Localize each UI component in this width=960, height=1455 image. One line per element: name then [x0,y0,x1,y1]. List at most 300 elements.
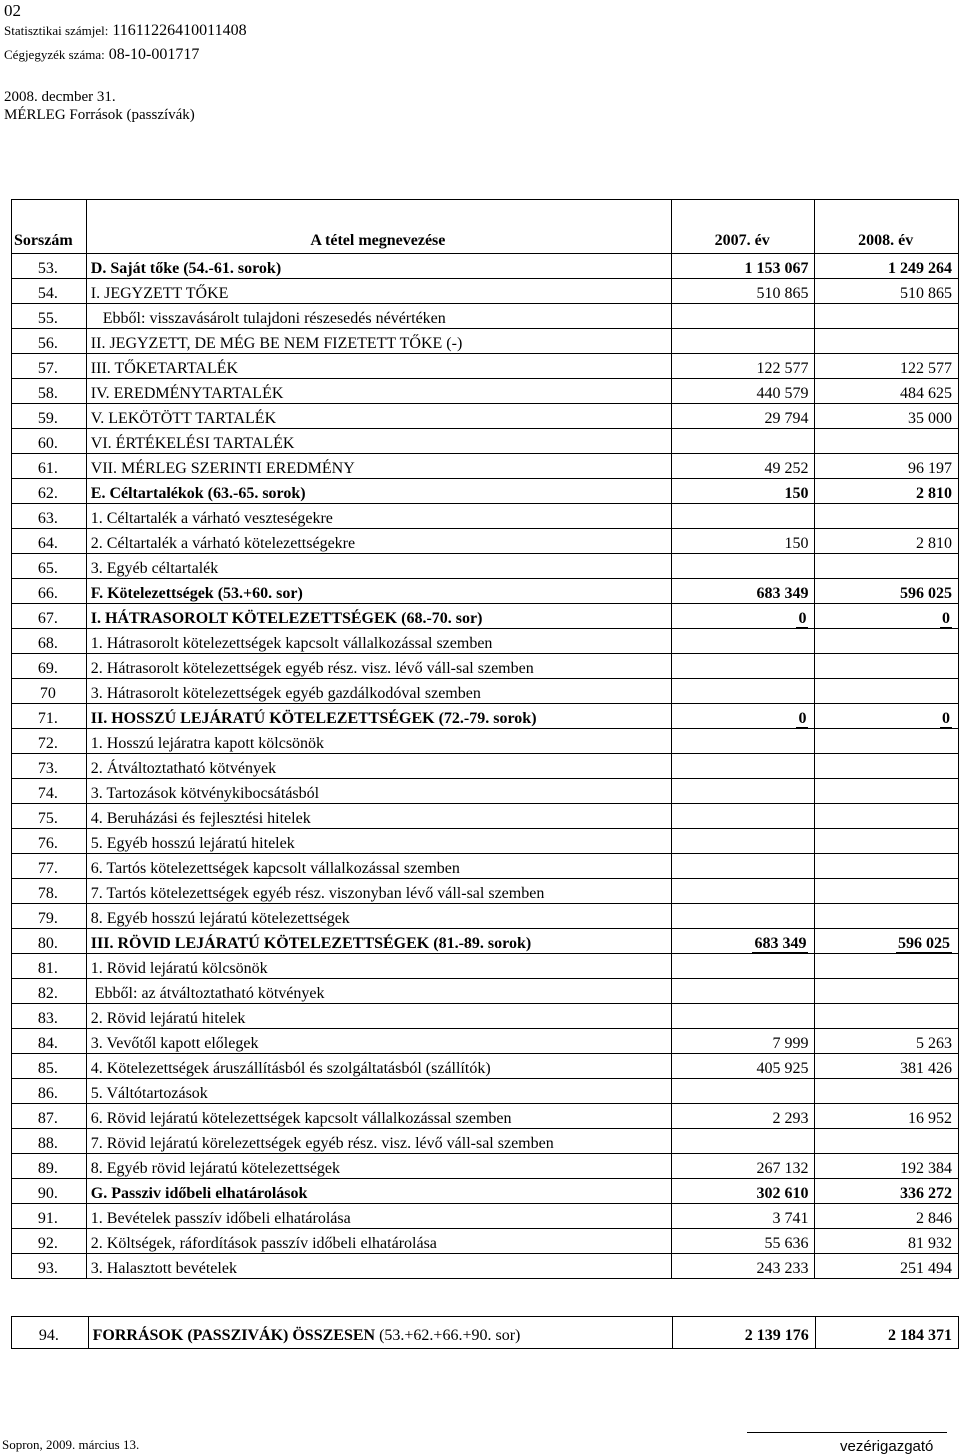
row-item-name-text: Ebből: visszavásárolt tulajdoni részesedés névértéken [90,310,446,327]
row-number [12,854,87,879]
row-number-text: 82. [37,985,58,1002]
row-item-name-text: 2. Céltartalék a várható kötelezettségekre [90,535,356,552]
place-and-date: Sopron, 2009. március 13. [2,1437,140,1452]
row-number-text: 63. [37,510,58,527]
row-value-2008-text: 192 384 [900,1160,952,1177]
row-number [12,454,87,479]
row-item-name-text: Ebből: az átváltoztatható kötvények [90,985,325,1002]
row-number [12,479,87,504]
row-value-2008 [815,1179,959,1204]
row-item-name-text: I. HÁTRASOROLT KÖTELEZETTSÉGEK (68.-70. sor) [90,610,483,627]
row-number [12,1029,87,1054]
row-item-name-text: I. JEGYZETT TŐKE [90,285,229,302]
row-item-name-text: VII. MÉRLEG SZERINTI EREDMÉNY [90,460,355,477]
row-number [12,1154,87,1179]
row-value-2007-text: 150 [784,485,809,502]
total-row [12,1317,959,1349]
row-item-name [86,404,671,429]
row-value-2008 [815,604,959,629]
row-value-2007-text: 683 349 [756,585,809,602]
row-value-2008 [815,429,959,454]
table-row [12,1029,959,1054]
row-value-2007-text: 0 [798,710,807,727]
row-value-2008 [815,279,959,304]
row-value-2007 [671,1129,815,1154]
row-value-2008 [815,1254,959,1279]
row-item-name [86,479,671,504]
row-item-name-text: 1. Céltartalék a várható veszteségekre [90,510,333,527]
row-value-2008-text: 1 249 264 [888,260,952,277]
table-row [12,554,959,579]
row-number [12,1179,87,1204]
row-value-2007 [671,729,815,754]
row-item-name-text: 2. Költségek, ráfordítások passzív időbeli elhatárolása [90,1235,437,1252]
row-value-2007 [671,279,815,304]
row-number-text: 80. [37,935,58,952]
row-value-2008 [815,579,959,604]
row-item-name [86,954,671,979]
row-value-2008 [815,329,959,354]
row-number [12,1254,87,1279]
row-number-text: 78. [37,885,58,902]
row-item-name-text: D. Saját tőke (54.-61. sorok) [90,260,282,277]
row-number [12,729,87,754]
row-value-2008 [815,654,959,679]
row-value-2008-text: 336 272 [900,1185,952,1202]
row-value-2007-text: 510 865 [756,285,809,302]
row-item-name-text: E. Céltartalékok (63.-65. sorok) [90,485,306,502]
row-value-2007 [671,1254,815,1279]
row-value-2008 [815,554,959,579]
row-value-2008 [815,954,959,979]
row-value-2007 [671,1104,815,1129]
row-item-name-text: 1. Bevételek passzív időbeli elhatárolása [90,1210,351,1227]
row-value-2008 [815,1229,959,1254]
row-item-name-text: 2. Rövid lejáratú hitelek [90,1010,246,1027]
row-value-2007 [671,554,815,579]
row-number-text: 73. [37,760,58,777]
row-number-text: 84. [37,1035,58,1052]
row-item-name [86,279,671,304]
row-item-name [86,829,671,854]
row-value-2008 [815,479,959,504]
row-item-name [86,654,671,679]
row-number [12,804,87,829]
row-item-name-text: 7. Rövid lejáratú kӧrelezettségek egyéb rész. visz. lévő váll-sal szemben [90,1135,554,1152]
row-number-text: 87. [37,1110,58,1127]
total-row-name-bold: FORRÁSOK (PASSZIVÁK) ÖSSZESEN [92,1327,376,1344]
row-item-name [86,1204,671,1229]
table-row [12,1004,959,1029]
row-number [12,404,87,429]
table-body [12,254,959,1279]
row-number-text: 57. [37,360,58,377]
table-row [12,604,959,629]
row-item-name [86,804,671,829]
row-number [12,379,87,404]
row-item-name [86,629,671,654]
row-item-name-text: III. TŐKETARTALÉK [90,360,239,377]
row-item-name [86,304,671,329]
row-value-2007-text: 440 579 [756,385,809,402]
row-value-2007 [671,254,815,279]
row-value-2008 [815,979,959,1004]
row-number-text: 65. [37,560,58,577]
row-item-name-text: 1. Hátrasorolt kötelezettségek kapcsolt vállalkozással szemben [90,635,493,652]
row-value-2008 [815,929,959,954]
row-item-name-text: 6. Tartós kötelezettségek kapcsolt vállalkozással szemben [90,860,460,877]
row-value-2008 [815,1029,959,1054]
row-value-2007-text: 267 132 [756,1160,809,1177]
row-value-2008 [815,304,959,329]
company-registry-value: 08-10-001717 [108,46,200,63]
row-value-2007 [671,429,815,454]
row-number [12,329,87,354]
table-row [12,854,959,879]
row-value-2008-text: 5 263 [916,1035,952,1052]
row-item-name [86,729,671,754]
stat-number-value: 11611226410011408 [112,22,247,39]
row-number-text: 61. [37,460,58,477]
row-item-name-text: 3. Vevőtől kapott előlegek [90,1035,259,1052]
row-number [12,679,87,704]
row-value-2007 [671,829,815,854]
row-value-2007-text: 7 999 [772,1035,809,1052]
total-row-2008: 2 184 371 [815,1317,958,1349]
row-item-name [86,679,671,704]
row-value-2007 [671,779,815,804]
row-value-2008 [815,1079,959,1104]
row-number-text: 74. [37,785,58,802]
row-item-name-text: 5. Váltótartozások [90,1085,208,1102]
header-2007: 2007. év [671,200,815,254]
row-value-2008-text: 2 810 [916,535,952,552]
row-number [12,1204,87,1229]
row-value-2007 [671,1029,815,1054]
signer-title: vezérigazgató [840,1438,934,1455]
table-row [12,1179,959,1204]
row-number [12,954,87,979]
row-item-name [86,329,671,354]
row-number [12,1079,87,1104]
row-value-2008 [815,254,959,279]
table-row [12,704,959,729]
row-value-2008 [815,354,959,379]
row-item-name [86,379,671,404]
row-item-name [86,1154,671,1179]
table-row [12,1229,959,1254]
table-row [12,479,959,504]
row-number [12,779,87,804]
row-value-2008 [815,679,959,704]
row-value-2007 [671,1004,815,1029]
row-value-2007 [671,454,815,479]
row-item-name-text: 8. Egyéb rövid lejáratú kötelezettségek [90,1160,341,1177]
table-row [12,279,959,304]
row-number-text: 86. [37,1085,58,1102]
row-number-text: 58. [37,385,58,402]
row-item-name-text: 7. Tartós kötelezettségek egyéb rész. viszonyban lévő váll-sal szemben [90,885,545,902]
row-number [12,829,87,854]
row-value-2008-text: 2 846 [916,1210,952,1227]
table-row [12,904,959,929]
table-row [12,679,959,704]
row-number-text: 93. [37,1260,58,1277]
row-number [12,1104,87,1129]
row-item-name-text: 8. Egyéb hosszú lejáratú kötelezettségek [90,910,350,927]
row-value-2008 [815,1154,959,1179]
row-item-name [86,904,671,929]
table-row [12,879,959,904]
row-value-2007 [671,854,815,879]
row-value-2008-text: 96 197 [908,460,952,477]
row-item-name [86,779,671,804]
row-value-2008 [815,529,959,554]
table-row [12,954,959,979]
row-value-2007 [671,679,815,704]
row-number-text: 77. [37,860,58,877]
row-value-2007 [671,579,815,604]
row-value-2008 [815,1004,959,1029]
row-value-2008 [815,904,959,929]
row-number [12,604,87,629]
row-item-name [86,1254,671,1279]
row-item-name-text: 4. Beruházási és fejlesztési hitelek [90,810,311,827]
row-value-2008-text: 596 025 [898,935,950,952]
table-row [12,1104,959,1129]
table-row [12,979,959,1004]
row-number-text: 85. [37,1060,58,1077]
row-number-text: 64. [37,535,58,552]
row-value-2008-text: 596 025 [900,585,952,602]
row-value-2007 [671,354,815,379]
row-number-text: 55. [37,310,58,327]
row-item-name-text: 6. Rövid lejáratú kötelezettségek kapcsolt vállalkozással szemben [90,1110,512,1127]
row-value-2008-text: 0 [942,710,950,727]
table-row [12,529,959,554]
row-number [12,654,87,679]
row-value-2007-text: 2 293 [772,1110,809,1127]
row-item-name-text: IV. EREDMÉNYTARTALÉK [90,385,284,402]
row-value-2007 [671,654,815,679]
row-value-2008-text: 0 [942,610,950,627]
table-row [12,354,959,379]
row-value-2008-text: 81 932 [908,1235,952,1252]
row-number [12,1004,87,1029]
row-item-name-text: 3. Hátrasorolt kötelezettségek egyéb gazdálkodóval szemben [90,685,481,702]
row-value-2007 [671,704,815,729]
row-item-name-text: VI. ÉRTÉKELÉSI TARTALÉK [90,435,295,452]
row-number-text: 72. [37,735,58,752]
row-value-2008 [815,629,959,654]
row-number-text: 60. [37,435,58,452]
row-value-2007-text: 302 610 [756,1185,809,1202]
row-value-2007-text: 49 252 [764,460,809,477]
row-value-2008-text: 510 865 [900,285,952,302]
row-number-text: 91. [37,1210,58,1227]
row-value-2007 [671,1179,815,1204]
row-number [12,579,87,604]
row-value-2008 [815,729,959,754]
row-number-text: 53. [37,260,58,277]
table-row [12,779,959,804]
row-item-name [86,454,671,479]
balance-date: 2008. decmber 31. [4,89,116,105]
stat-number-line [4,22,247,40]
row-value-2007 [671,604,815,629]
row-number [12,354,87,379]
row-value-2008-text: 251 494 [900,1260,952,1277]
row-value-2007 [671,479,815,504]
table-row [12,629,959,654]
row-number-text: 66. [37,585,58,602]
row-item-name [86,1179,671,1204]
row-value-2007-text: 122 577 [756,360,809,377]
row-value-2007 [671,304,815,329]
row-value-2008-text: 2 810 [916,485,952,502]
row-value-2008 [815,504,959,529]
row-value-2008 [815,879,959,904]
row-number-text: 81. [37,960,58,977]
row-value-2008 [815,1204,959,1229]
row-value-2007-text: 3 741 [772,1210,809,1227]
table-row [12,1054,959,1079]
row-value-2008-text: 484 625 [900,385,952,402]
row-item-name [86,979,671,1004]
row-number [12,629,87,654]
row-item-name-text: 5. Egyéb hosszú lejáratú hitelek [90,835,295,852]
row-value-2007 [671,929,815,954]
row-value-2007 [671,979,815,1004]
row-number-text: 71. [37,710,58,727]
table-row [12,254,959,279]
row-number [12,1054,87,1079]
table-row [12,329,959,354]
row-number-text: 56. [37,335,58,352]
row-item-name-text: 3. Halasztott bevételek [90,1260,237,1277]
row-value-2007-text: 29 794 [764,410,809,427]
row-number-text: 90. [37,1185,58,1202]
row-number [12,929,87,954]
row-value-2008 [815,404,959,429]
row-item-name [86,929,671,954]
row-number-text: 59. [37,410,58,427]
table-row [12,1154,959,1179]
row-value-2008-text: 35 000 [908,410,952,427]
row-value-2008-text: 381 426 [900,1060,952,1077]
row-number [12,1129,87,1154]
row-number-text: 67. [37,610,58,627]
row-number [12,429,87,454]
header-sorszam: Sorszám [12,200,87,254]
row-number-text: 79. [37,910,58,927]
row-value-2007 [671,904,815,929]
table-row [12,829,959,854]
row-value-2007 [671,879,815,904]
header-item-name: A tétel megnevezése [86,200,671,254]
row-value-2007 [671,629,815,654]
row-value-2007 [671,1229,815,1254]
header-2008: 2008. év [815,200,959,254]
row-item-name [86,504,671,529]
table-row [12,304,959,329]
row-value-2008-text: 16 952 [908,1110,952,1127]
table-row [12,1079,959,1104]
row-value-2008 [815,1129,959,1154]
row-number [12,979,87,1004]
row-number-text: 92. [37,1235,58,1252]
row-item-name [86,554,671,579]
row-item-name-text: 4. Kötelezettségek áruszállításból és szolgáltatásból (szállítók) [90,1060,491,1077]
row-number [12,529,87,554]
row-value-2008 [815,1054,959,1079]
document-title: MÉRLEG Források (passzívák) [4,107,195,123]
row-item-name [86,254,671,279]
row-number-text: 54. [37,285,58,302]
total-table [11,1316,959,1349]
row-item-name [86,1029,671,1054]
row-value-2008 [815,804,959,829]
row-number [12,279,87,304]
table-row [12,929,959,954]
row-number [12,254,87,279]
table-row [12,1254,959,1279]
row-value-2007 [671,954,815,979]
row-value-2008 [815,854,959,879]
row-value-2008 [815,829,959,854]
row-value-2007-text: 1 153 067 [744,260,809,277]
balance-table [11,199,959,1279]
row-value-2007-text: 405 925 [756,1060,809,1077]
row-item-name-text: V. LEKÖTÖTT TARTALÉK [90,410,277,427]
row-item-name-text: 3. Tartozások kötvénykibocsátásból [90,785,320,802]
row-item-name [86,604,671,629]
row-value-2008 [815,754,959,779]
total-row-2007: 2 139 176 [672,1317,815,1349]
row-item-name-text: 1. Rövid lejáratú kölcsönök [90,960,268,977]
total-row-number: 94. [12,1317,89,1349]
row-item-name [86,854,671,879]
row-number-text: 69. [37,660,58,677]
form-number: 02 [4,1,21,20]
row-number-text: 68. [37,635,58,652]
total-row-name-rest: (53.+62.+66.+90. sor) [375,1327,521,1344]
company-registry-label: Cégjegyzék száma: [4,47,105,62]
table-row [12,454,959,479]
row-number-text: 62. [37,485,58,502]
row-value-2007 [671,1154,815,1179]
row-number [12,304,87,329]
row-number [12,754,87,779]
table-row [12,729,959,754]
row-number-text: 83. [37,1010,58,1027]
row-number [12,879,87,904]
row-item-name [86,579,671,604]
row-number [12,554,87,579]
signature-line [747,1432,947,1433]
row-item-name-text: II. HOSSZÚ LEJÁRATÚ KÖTELEZETTSÉGEK (72.-79. sorok) [90,710,537,727]
row-item-name-text: 2. Hátrasorolt kötelezettségek egyéb rész. visz. lévő váll-sal szemben [90,660,534,677]
row-value-2007 [671,504,815,529]
table-row [12,504,959,529]
row-number [12,1229,87,1254]
row-item-name [86,354,671,379]
row-item-name [86,1129,671,1154]
row-item-name-text: F. Kötelezettségek (53.+60. sor) [90,585,303,602]
row-item-name [86,1079,671,1104]
row-item-name-text: G. Passziv időbeli elhatárolások [90,1185,308,1202]
row-value-2007-text: 683 349 [754,935,807,952]
